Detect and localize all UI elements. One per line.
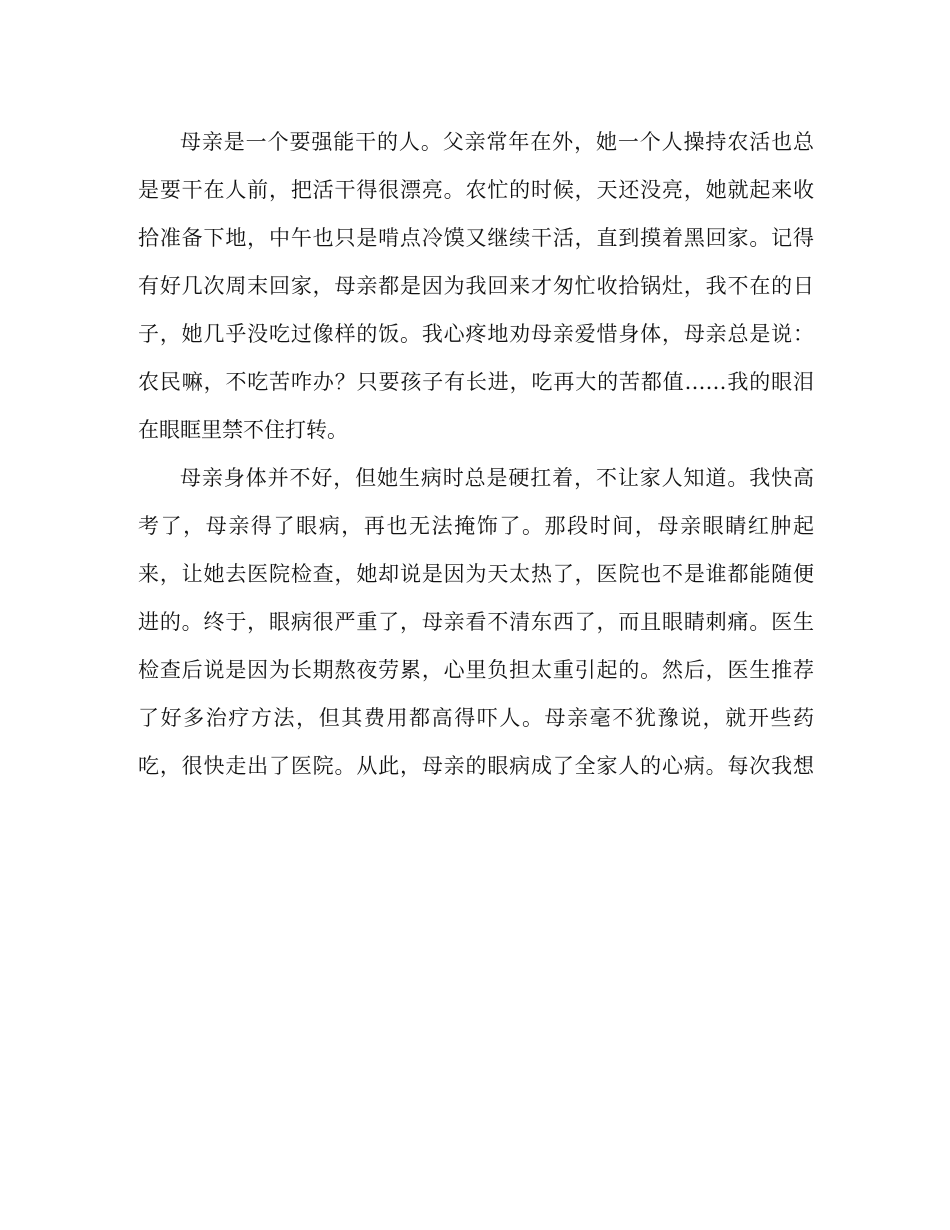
text-line: 来，让她去医院检查，她却说是因为天太热了，医院也不是谁都能随便 bbox=[138, 562, 814, 586]
text-line: 拾准备下地，中午也只是啃点冷馍又继续干活，直到摸着黑回家。记得 bbox=[138, 226, 814, 250]
text-line: 母亲是一个要强能干的人。父亲常年在外，她一个人操持农活也总 bbox=[180, 130, 814, 154]
text-line: 在眼眶里禁不住打转。 bbox=[138, 418, 348, 442]
text-line: 母亲身体并不好，但她生病时总是硬扛着，不让家人知道。我快高 bbox=[180, 466, 814, 490]
text-line: 了好多治疗方法，但其费用都高得吓人。母亲毫不犹豫说，就开些药 bbox=[138, 706, 814, 730]
text-line: 检查后说是因为长期熬夜劳累，心里负担太重引起的。然后，医生推荐 bbox=[138, 658, 814, 682]
text-line: 是要干在人前，把活干得很漂亮。农忙的时候，天还没亮，她就起来收 bbox=[138, 178, 814, 202]
paragraph-1 bbox=[138, 122, 814, 458]
document-body bbox=[138, 122, 814, 794]
text-line: 考了，母亲得了眼病，再也无法掩饰了。那段时间，母亲眼睛红肿起 bbox=[138, 514, 814, 538]
text-line: 吃，很快走出了医院。从此，母亲的眼病成了全家人的心病。每次我想 bbox=[138, 754, 814, 778]
paragraph-2 bbox=[138, 458, 814, 794]
text-line: 子，她几乎没吃过像样的饭。我心疼地劝母亲爱惜身体，母亲总是说： bbox=[138, 322, 814, 346]
text-line: 有好几次周末回家，母亲都是因为我回来才匆忙收拾锅灶，我不在的日 bbox=[138, 274, 814, 298]
text-line: 进的。终于，眼病很严重了，母亲看不清东西了，而且眼睛刺痛。医生 bbox=[138, 610, 814, 634]
text-line: 农民嘛，不吃苦咋办？只要孩子有长进，吃再大的苦都值……我的眼泪 bbox=[138, 370, 814, 394]
